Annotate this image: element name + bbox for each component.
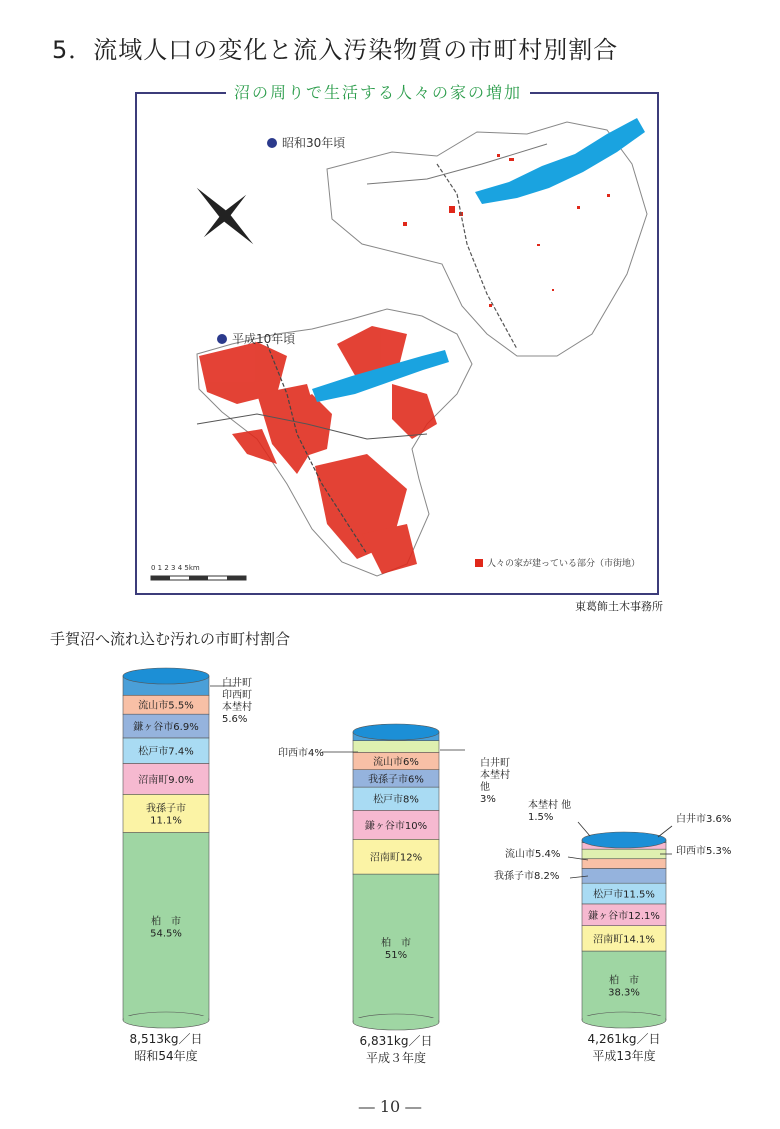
urban-legend-icon: [475, 559, 483, 567]
scale-bar: [151, 576, 246, 580]
column-year-label: 昭和54年度: [134, 1049, 198, 1063]
cylinder-base-mask: [583, 1016, 666, 1020]
map-illustration: [137, 94, 657, 593]
segment-2-7: [353, 741, 439, 753]
segment-label: 鎌ヶ谷市6.9%: [133, 722, 199, 734]
cylinder-top: [123, 668, 209, 684]
column-year-label: 平成13年度: [592, 1049, 656, 1063]
page-title: 5．流域人口の変化と流入汚染物質の市町村別割合: [52, 36, 619, 64]
era-old-text: 昭和30年頃: [282, 136, 346, 150]
north-arrow-icon: [193, 184, 257, 248]
chart-title: 手賀沼へ流れ込む汚れの市町村割合: [50, 630, 291, 648]
segment-3-7: [582, 849, 666, 859]
segment-label: 松戸市8%: [373, 794, 419, 806]
map-legend: [475, 556, 640, 569]
cylinder-1: [123, 668, 209, 1028]
segment-label: 鎌ヶ谷市10%: [364, 820, 428, 832]
map-legend-text: 人々の家が建っている部分（市街地）: [487, 559, 641, 569]
segment-label: 沼南町14.1%: [593, 934, 655, 946]
column-year-label: 平成３年度: [365, 1051, 427, 1065]
callout-label: 白井町印西町本埜村 5.6%: [222, 678, 252, 725]
scale-label: 0 1 2 3 4 5km: [151, 564, 200, 572]
callout-label: 本埜村 他 1.5%: [528, 800, 572, 823]
cylinder-3: [582, 832, 666, 1028]
cylinder-base-mask: [354, 1018, 439, 1022]
map-title: 沼の周りで生活する人々の家の増加: [226, 80, 530, 103]
segment-label: 松戸市7.4%: [138, 746, 194, 758]
era-new-dot-icon: [217, 334, 227, 344]
stacked-cylinder-chart: [0, 640, 780, 1085]
segment-3-5: [582, 868, 666, 883]
callout-label: 白井市3.6%: [676, 814, 732, 825]
cylinder-top: [353, 724, 439, 740]
era-old-dot-icon: [267, 138, 277, 148]
segment-label: 沼南町9.0%: [138, 774, 194, 786]
segment-3-6: [582, 859, 666, 869]
cylinder-base-mask: [124, 1016, 209, 1020]
page-number: ― 10 ―: [358, 1097, 422, 1116]
callout-label: 我孫子市8.2%: [494, 871, 560, 882]
column-total-label: 8,513kg／日: [129, 1032, 203, 1046]
map-era-old-label: [267, 134, 345, 151]
callout-line: [658, 826, 672, 837]
segment-label: 我孫子市 11.1%: [146, 803, 186, 827]
segment-label: 我孫子市6%: [368, 774, 424, 786]
map-frame: [135, 92, 659, 595]
callout-label: 印西市4%: [278, 748, 324, 759]
callout-label: 流山市5.4%: [505, 849, 561, 860]
era-new-text: 平成10年頃: [232, 332, 296, 346]
callout-label: 白井町本埜村他 3%: [480, 758, 510, 805]
cylinder-top: [582, 832, 666, 848]
segment-label: 鎌ヶ谷市12.1%: [588, 910, 660, 922]
segment-label: 流山市6%: [373, 757, 419, 768]
map-era-new-label: [217, 330, 295, 347]
callout-label: 印西市5.3%: [676, 846, 732, 857]
segment-label: 沼南町12%: [369, 852, 423, 864]
segment-label: 柏 市 51%: [381, 938, 411, 962]
segment-label: 柏 市 38.3%: [608, 975, 640, 999]
column-total-label: 6,831kg／日: [359, 1034, 433, 1048]
callout-line: [578, 822, 590, 836]
segment-label: 柏 市 54.5%: [150, 916, 182, 940]
segment-label: 松戸市11.5%: [593, 889, 655, 901]
cylinder-2: [353, 724, 439, 1030]
column-total-label: 4,261kg／日: [587, 1032, 661, 1046]
map-credit: 東葛飾土木事務所: [575, 600, 663, 613]
segment-label: 流山市5.5%: [138, 700, 194, 712]
